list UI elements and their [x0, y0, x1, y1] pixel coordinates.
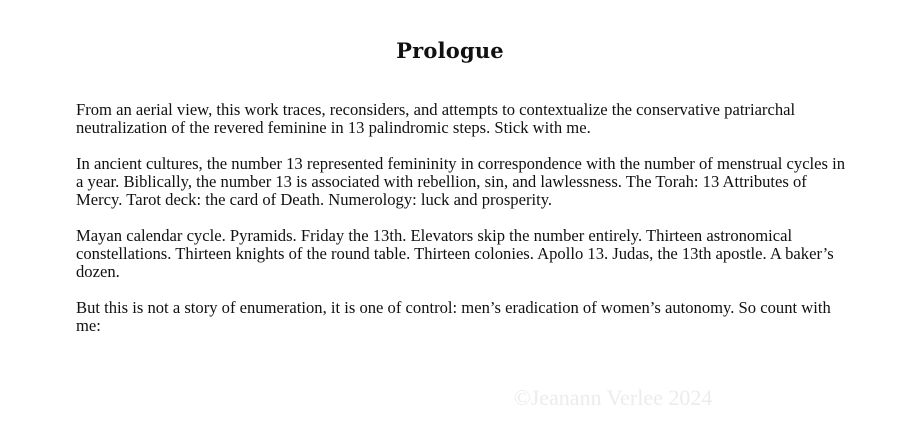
- paragraph-2: In ancient cultures, the number 13 represented femininity in correspondence with the number of menstrual cycles in a year. Biblically, the number 13 is associated with rebellion, sin, and lawlessness. The Torah: 13 Attributes of Mercy. Tarot deck: the card of Death. Numerology: luck and prosperity.: [76, 154, 846, 209]
- paragraph-3: Mayan calendar cycle. Pyramids. Friday the 13th. Elevators skip the number entirely. Thirteen astronomical constellations. Thirteen knights of the round table. Thirteen colonies. Apollo 13. Judas, the 13th apostle. A baker’s dozen.: [76, 226, 834, 281]
- paragraph-1: From an aerial view, this work traces, reconsiders, and attempts to contextualize the conservative patriarchal neutralization of the revered feminine in 13 palindromic steps. Stick with me.: [76, 100, 796, 137]
- page-title: Prologue: [396, 38, 504, 63]
- paragraph-4: But this is not a story of enumeration, it is one of control: men’s eradication of women’s autonomy. So count with me:: [76, 298, 831, 335]
- body-text: [76, 101, 846, 353]
- copyright-watermark: ©Jeanann Verlee 2024: [514, 385, 713, 410]
